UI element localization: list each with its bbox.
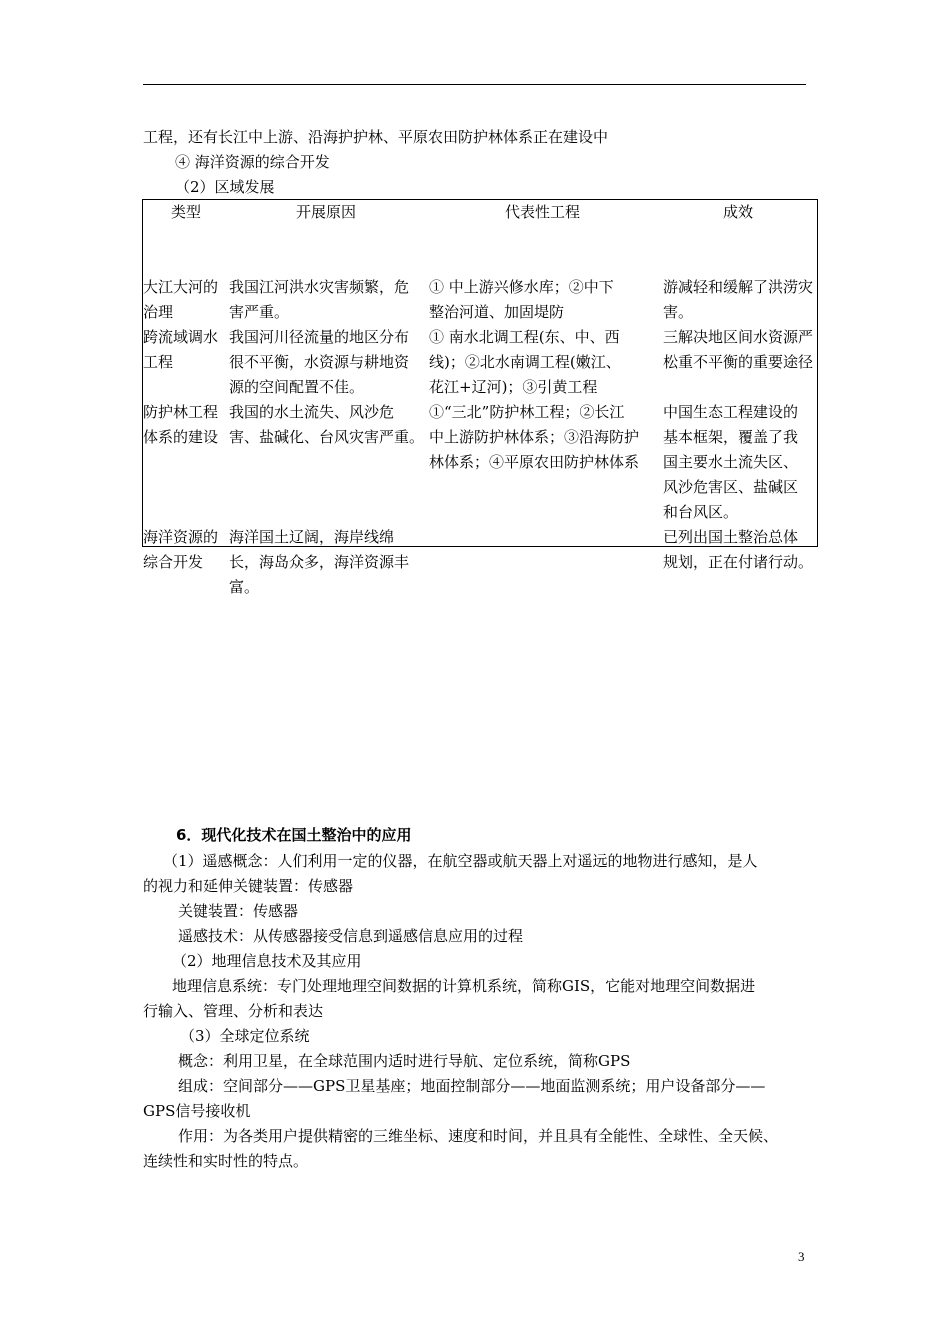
paragraph: 关键装置：传感器	[178, 902, 299, 920]
paragraph: 遥感技术：从传感器接受信息到遥感信息应用的过程	[178, 927, 524, 945]
table-cell-type: 海洋资源的 综合开发	[143, 528, 219, 571]
paragraph: 概念：利用卫星，在全球范围内适时进行导航、定位系统，简称GPS	[178, 1052, 631, 1070]
table-cell-reason: 海洋国土辽阔，海岸线绵 长，海岛众多，海洋资源丰 富。	[229, 528, 410, 596]
table-header-effect: 成效	[723, 203, 754, 221]
table-cell-type: 跨流域调水 工程	[143, 328, 219, 371]
subsection-heading: ④ 海洋资源的综合开发	[175, 153, 330, 171]
paragraph: 作用：为各类用户提供精密的三维坐标、速度和时间，并且具有全能性、全球性、全天候、	[178, 1127, 779, 1145]
continuation-line: 工程，还有长江中上游、沿海护护林、平原农田防护林体系正在建设中	[143, 128, 609, 146]
section-heading: 6．现代化技术在国土整治中的应用	[176, 826, 412, 844]
paragraph: （2）地理信息技术及其应用	[172, 952, 362, 970]
table-cell-project: ① 南水北调工程(东、中、西 线)；②北水南调工程(嫩江、 花江+辽河)；③引黄工程	[429, 328, 621, 396]
paragraph: （1）遥感概念：人们利用一定的仪器，在航空器或航天器上对遥远的地物进行感知，是人	[163, 852, 758, 870]
table-cell-project: ① 中上游兴修水库；②中下 整治河道、加固堤防	[429, 278, 614, 321]
header-rule	[143, 84, 806, 85]
paragraph: 组成：空间部分——GPS卫星基座；地面控制部分——地面监测系统；用户设备部分——	[178, 1077, 766, 1095]
table-cell-effect: 三解决地区间水资源严 松重不平衡的重要途径	[663, 328, 814, 371]
table-header-project: 代表性工程	[505, 203, 581, 221]
table-header-reason: 开展原因	[296, 203, 357, 221]
table-cell-effect: 游减轻和缓解了洪涝灾 害。	[663, 278, 814, 321]
regional-development-table	[142, 199, 818, 596]
table-cell-project: ①“三北”防护林工程；②长江 中上游防护林体系；③沿海防护 林体系；④平原农田防护林体系	[429, 403, 640, 471]
table-cell-effect: 中国生态工程建设的 基本框架，覆盖了我 国主要水土流失区、 风沙危害区、盐碱区 和台风区。	[663, 403, 799, 521]
table-cell-type: 大江大河的 治理	[143, 278, 219, 321]
table-cell-effect: 已列出国土整治总体 规划，正在付诸行动。	[663, 528, 814, 571]
table-cell-reason: 我国的水土流失、风沙危 害、盐碱化、台风灾害严重。	[229, 403, 425, 446]
table-header-type: 类型	[171, 203, 202, 221]
paragraph: （3）全球定位系统	[180, 1027, 310, 1045]
subsection-heading: （2）区域发展	[175, 178, 275, 196]
page-number: 3	[798, 1249, 805, 1264]
paragraph: GPS信号接收机	[143, 1102, 251, 1120]
paragraph: 行输入、管理、分析和表达	[143, 1002, 324, 1020]
table-cell-type: 防护林工程 体系的建设	[143, 403, 219, 446]
paragraph: 地理信息系统：专门处理地理空间数据的计算机系统，简称GIS，它能对地理空间数据进	[172, 977, 756, 995]
paragraph: 的视力和延伸关键装置：传感器	[143, 877, 354, 895]
table-cell-reason: 我国河川径流量的地区分布 很不平衡，水资源与耕地资 源的空间配置不佳。	[229, 328, 410, 396]
paragraph: 连续性和实时性的特点。	[143, 1152, 309, 1170]
table-cell-reason: 我国江河洪水灾害频繁，危 害严重。	[229, 278, 410, 321]
